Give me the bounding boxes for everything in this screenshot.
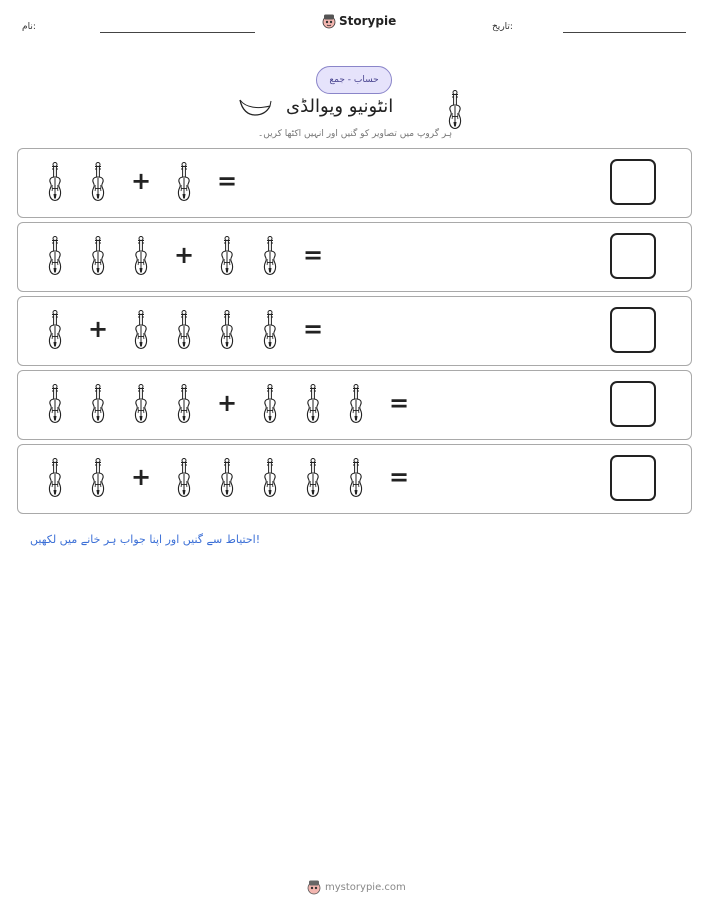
storypie-mascot-icon: [307, 879, 321, 895]
date-label: تاریخ:: [492, 22, 513, 32]
violin-icon: [347, 384, 365, 424]
plus-sign: +: [131, 167, 152, 195]
violin-icon: [175, 162, 193, 202]
violin-icon: [46, 310, 64, 350]
violin-icon: [89, 162, 107, 202]
violin-icon: [261, 458, 279, 498]
plus-sign: +: [88, 315, 109, 343]
problem-row: [17, 222, 692, 292]
name-label: نام:: [22, 22, 36, 32]
equals-sign: =: [389, 389, 410, 417]
brand-logo: [322, 13, 396, 29]
violin-icon: [132, 236, 150, 276]
answer-box[interactable]: [610, 159, 656, 205]
violin-icon: [261, 384, 279, 424]
answer-box[interactable]: [610, 381, 656, 427]
violin-icon: [218, 458, 236, 498]
violin-icon: [89, 236, 107, 276]
violin-icon: [304, 458, 322, 498]
equals-sign: =: [389, 463, 410, 491]
violin-icon: [347, 458, 365, 498]
problem-row: [17, 148, 692, 218]
brand-name: Storypie: [339, 14, 397, 28]
plus-sign: +: [217, 389, 238, 417]
violin-icon: [304, 384, 322, 424]
equals-sign: =: [303, 315, 324, 343]
violin-icon: [132, 310, 150, 350]
violin-icon: [175, 384, 193, 424]
violin-icon: [218, 310, 236, 350]
storypie-mascot-icon: [322, 13, 336, 29]
violin-icon: [46, 236, 64, 276]
violin-icon: [46, 162, 64, 202]
violin-icon: [46, 458, 64, 498]
answer-box[interactable]: [610, 307, 656, 353]
boat-icon: [238, 96, 272, 118]
violin-icon: [89, 458, 107, 498]
plus-sign: +: [174, 241, 195, 269]
violin-icon: [175, 310, 193, 350]
plus-sign: +: [131, 463, 152, 491]
instruction-text: ہر گروپ میں تصاویر کو گنیں اور انہیں اکٹھا کریں۔: [258, 129, 453, 139]
footer-brand: [307, 879, 406, 895]
answer-box[interactable]: [610, 455, 656, 501]
violin-icon: [175, 458, 193, 498]
violin-icon: [261, 236, 279, 276]
date-line: [563, 32, 686, 33]
violin-icon: [89, 384, 107, 424]
equals-sign: =: [217, 167, 238, 195]
violin-icon: [46, 384, 64, 424]
violin-icon: [446, 90, 464, 130]
answer-box[interactable]: [610, 233, 656, 279]
problem-row: [17, 370, 692, 440]
page-title: انٹونیو ویوالڈی: [286, 96, 394, 117]
violin-icon: [261, 310, 279, 350]
problem-row: [17, 296, 692, 366]
equals-sign: =: [303, 241, 324, 269]
problem-row: [17, 444, 692, 514]
footer-website: mystorypie.com: [325, 881, 406, 893]
violin-icon: [218, 236, 236, 276]
footer-note: احتیاط سے گنیں اور اپنا جواب ہر خانے میں لکھیں!: [30, 533, 261, 546]
name-line: [100, 32, 255, 33]
topic-badge: حساب - جمع: [316, 66, 392, 94]
violin-icon: [132, 384, 150, 424]
